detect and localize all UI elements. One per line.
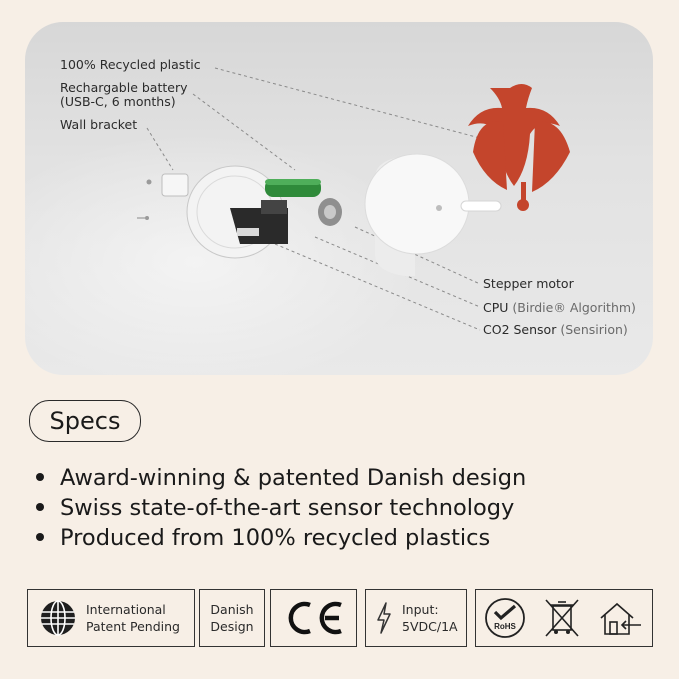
- spec-bullet-list: [30, 463, 526, 553]
- input-line-2: 5VDC/1A: [402, 619, 458, 634]
- spec-bullet-item: [30, 523, 526, 553]
- danish-design-text: [210, 601, 253, 635]
- danish-line-2: Design: [210, 619, 254, 634]
- spec-bullet-item: [30, 493, 526, 523]
- patent-text: [86, 601, 180, 635]
- spec-bullet-item: [30, 463, 526, 493]
- danish-line-1: Danish: [210, 602, 254, 617]
- callout-battery: Rechargable battery: [60, 80, 188, 95]
- lightning-icon: [374, 601, 394, 635]
- stepper-motor-part: [318, 198, 342, 226]
- compliance-badge: [475, 589, 653, 647]
- callout-co2-label: CO2 Sensor: [483, 322, 557, 337]
- callout-battery-detail: (USB-C, 6 months): [60, 94, 176, 109]
- patent-badge: [27, 589, 195, 647]
- main-housing-part: [365, 154, 501, 276]
- callout-co2-sensor: [483, 323, 628, 337]
- bullet-dot: [36, 503, 44, 511]
- spec-bullet-text: Swiss state-of-the-art sensor technology: [60, 495, 515, 521]
- exploded-product-photo: [25, 22, 653, 375]
- power-input-text: [402, 601, 458, 635]
- specs-heading-pill: Specs: [29, 400, 141, 442]
- spec-bullet-text: Award-winning & patented Danish design: [60, 465, 527, 491]
- callout-cpu-detail: (Birdie® Algorithm): [512, 300, 636, 315]
- patent-line-2: Patent Pending: [86, 619, 180, 634]
- power-input-badge: [365, 589, 467, 647]
- callout-stepper-motor: Stepper motor: [483, 276, 574, 291]
- callout-wall-bracket: Wall bracket: [60, 117, 138, 132]
- globe-icon: [38, 598, 78, 638]
- rohs-check-icon: [483, 596, 527, 640]
- patent-line-1: International: [86, 602, 166, 617]
- crossed-bin-icon: [542, 596, 582, 640]
- wall-bracket-part: [137, 174, 188, 220]
- bullet-dot: [36, 473, 44, 481]
- callout-recycled-plastic: 100% Recycled plastic: [60, 57, 201, 72]
- callout-cpu: [483, 301, 636, 315]
- battery-part: [265, 179, 321, 197]
- ce-badge: [270, 589, 357, 647]
- spec-bullet-text: Produced from 100% recycled plastics: [60, 525, 491, 551]
- danish-design-badge: [199, 589, 265, 647]
- house-arrow-icon: [597, 598, 645, 638]
- rohs-label: RoHS: [494, 622, 517, 631]
- bullet-dot: [36, 533, 44, 541]
- ce-mark-icon: [283, 601, 345, 635]
- callout-co2-detail: (Sensirion): [560, 322, 628, 337]
- bird-figure: [468, 84, 570, 211]
- callout-cpu-label: CPU: [483, 300, 509, 315]
- input-line-1: Input:: [402, 602, 439, 617]
